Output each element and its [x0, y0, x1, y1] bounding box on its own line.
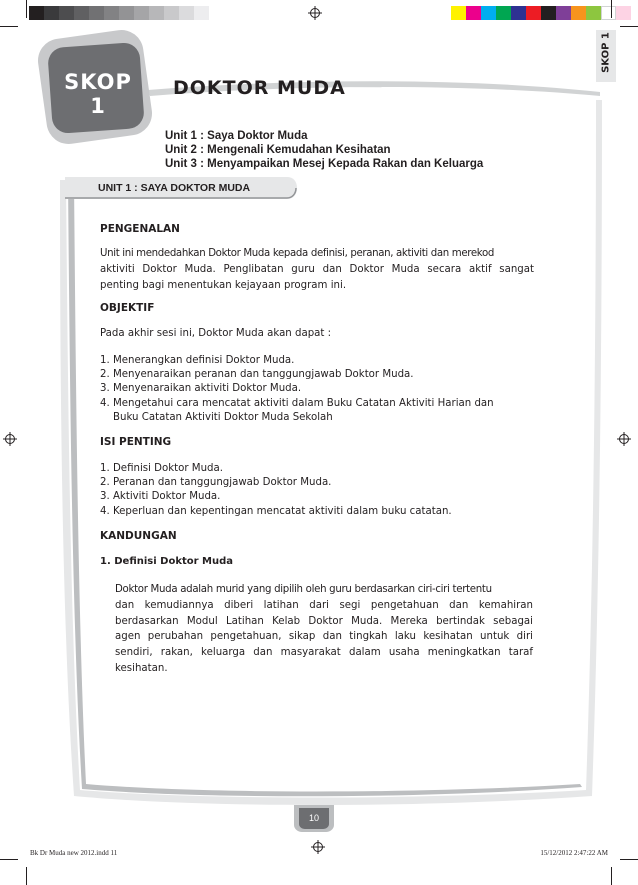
unit-item: Unit 3 : Menyampaikan Mesej Kepada Rakan dan Keluarga [165, 158, 484, 170]
page-number: 10 [308, 813, 319, 823]
section-heading: ISI PENTING [100, 436, 172, 448]
text-line: berdasarkan Modul Latihan Kelab Doktor Muda. Mereka bertindak sebagai [115, 615, 533, 627]
list-item: 4. Mengetahui cara mencatat aktiviti dalam Buku Catatan Aktiviti Harian dan [100, 397, 494, 409]
objektif-list [100, 354, 534, 425]
list-item: 4. Keperluan dan kepentingan mencatat aktiviti dalam buku catatan. [100, 505, 452, 517]
footer-file-info: Bk Dr Muda new 2012.indd 11 [30, 849, 118, 857]
text-line: agen perubahan pengetahuan, sikap dan tingkah laku kesihatan untuk diri [115, 631, 533, 643]
objektif-intro: Pada akhir sesi ini, Doktor Muda akan dapat : [100, 328, 332, 339]
text-line: dan kemudiannya diberi latihan dari segi pengetahuan dan kemahiran [115, 599, 533, 611]
kandungan-paragraph [115, 582, 533, 677]
list-item: 3. Aktiviti Doktor Muda. [100, 491, 221, 503]
list-item-continuation: Buku Catatan Aktiviti Doktor Muda Sekolah [113, 411, 333, 423]
text-line: Doktor Muda adalah murid yang dipilih oleh guru berdasarkan ciri-ciri tertentu [115, 584, 492, 595]
section-heading: OBJEKTIF [100, 302, 155, 314]
side-tab-label: SKOP 1 [600, 32, 612, 73]
footer-timestamp: 15/12/2012 2:47:22 AM [540, 849, 608, 857]
text-line: aktiviti Doktor Muda. Penglibatan guru dan Doktor Muda secara aktif sangat [100, 263, 534, 275]
isi-penting-list [100, 462, 534, 519]
skop-badge-line2: 1 [90, 94, 106, 118]
side-tab [596, 30, 616, 82]
section-heading: PENGENALAN [100, 223, 180, 235]
skop-badge-label [54, 70, 142, 118]
list-item: 3. Menyenaraikan aktiviti Doktor Muda. [100, 383, 302, 395]
unit-list [165, 129, 483, 171]
page-title: DOKTOR MUDA [173, 77, 346, 99]
list-item: 1. Definisi Doktor Muda. [100, 463, 223, 474]
list-item: 2. Peranan dan tanggungjawab Doktor Muda. [100, 477, 332, 489]
unit-banner-label: UNIT 1 : SAYA DOKTOR MUDA [98, 182, 251, 194]
text-line: sendiri, rakan, keluarga dan masyarakat dalam usaha meningkatkan taraf [115, 647, 533, 659]
section-heading: KANDUNGAN [100, 530, 177, 542]
list-item: 2. Menyenaraikan peranan dan tanggungjawab Doktor Muda. [100, 369, 414, 381]
skop-badge-line1: SKOP [64, 70, 132, 94]
text-line: penting bagi menentukan kejayaan program ini. [100, 279, 347, 291]
text-line: kesihatan. [115, 662, 168, 674]
list-item: 1. Menerangkan definisi Doktor Muda. [100, 355, 295, 366]
text-line: Unit ini mendedahkan Doktor Muda kepada definisi, peranan, aktiviti dan merekod [100, 248, 494, 259]
pengenalan-paragraph [100, 246, 534, 293]
unit-item: Unit 2 : Mengenali Kemudahan Kesihatan [165, 144, 391, 156]
sub-heading: 1. Definisi Doktor Muda [100, 556, 234, 567]
unit-item: Unit 1 : Saya Doktor Muda [165, 130, 308, 142]
